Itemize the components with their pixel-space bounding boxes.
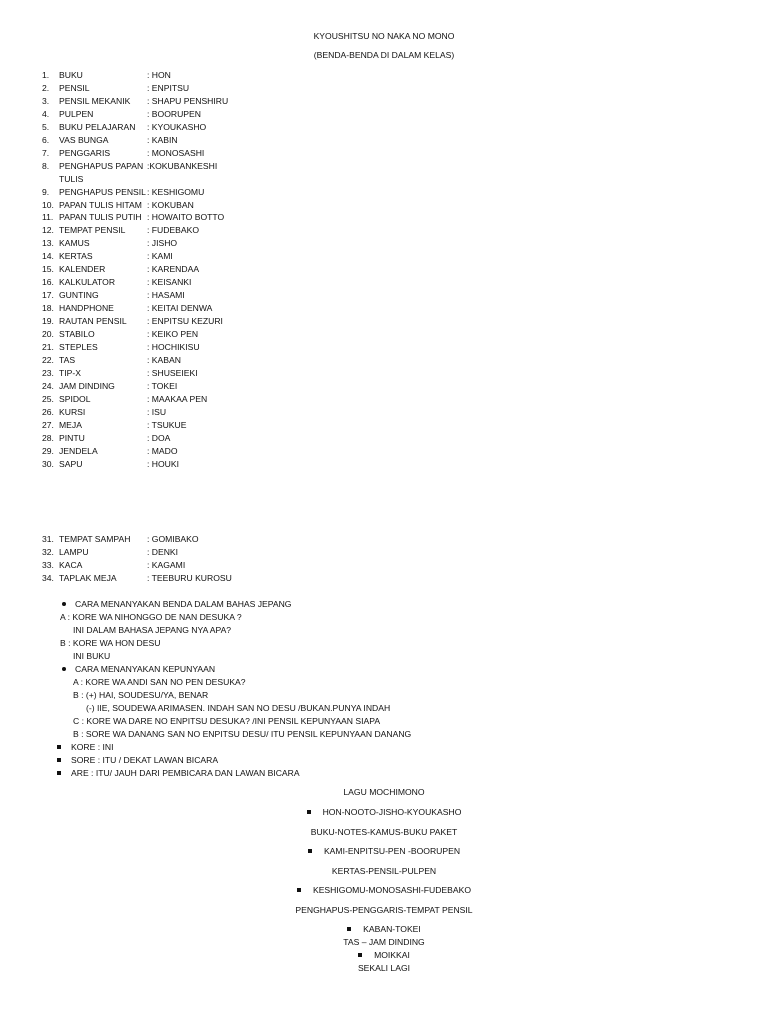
vocab-reading: : GOMIBAKO [147,534,199,544]
vocab-number: 27. [42,419,54,430]
vocab-reading: : JISHO [147,238,178,249]
vocab-word: KURSI [59,406,86,417]
vocab-word: VAS BUNGA [59,134,109,145]
vocab-number: 16. [42,277,54,288]
vocab-number: 24. [42,380,54,391]
demonstrative-item: KORE : INI [71,742,114,752]
vocab-number: 4. [42,108,50,119]
vocab-reading: :KOKUBANKESHI [147,160,218,171]
vocab-reading: : DENKI [147,546,179,557]
song-line-text: KESHIGOMU-MONOSASHI-FUDEBAKO [312,885,472,895]
vocab-word: TULIS [59,173,84,184]
vocab-word: PAPAN TULIS PUTIH [59,212,142,223]
vocab-word: SAPU [59,458,83,469]
vocab-reading: : MONOSASHI [147,147,205,158]
vocab-reading: : KABIN [147,134,178,145]
vocab-reading: : MADO [147,445,178,456]
bullet-square-icon [347,927,351,931]
vocab-number: 14. [42,251,54,262]
bullet-square-icon [307,810,311,814]
vocab-number: 13. [42,238,54,249]
song-line [0,885,768,895]
song-line [0,846,768,856]
dialog-line: A : KORE WA NIHONGGO DE NAN DESUKA ? [60,612,242,622]
vocab-reading: : HOUKI [147,458,179,469]
question-heading-2: CARA MENANYAKAN KEPUNYAAN [75,664,216,674]
vocab-reading: : ENPITSU [147,82,190,93]
vocab-number: 3. [42,95,50,106]
song-line-text: KAMI-ENPITSU-PEN -BOORUPEN [323,846,461,856]
vocab-number: 5. [42,121,50,132]
vocab-number: 10. [42,199,54,210]
vocab-number: 9. [42,186,50,197]
vocab-word: GUNTING [59,290,99,301]
vocab-word: LAMPU [59,546,89,557]
vocab-number: 7. [42,147,50,158]
vocab-reading: : HOCHIKISU [147,341,200,352]
vocab-word: PAPAN TULIS HITAM [59,199,142,210]
vocab-number: 23. [42,367,54,378]
vocab-word: RAUTAN PENSIL [59,316,127,327]
vocab-reading: : SHUSEIEKI [147,367,198,378]
vocab-reading: : MAAKAA PEN [147,393,208,404]
song-line-text: MOIKKAI [374,950,410,960]
dialog-line: B : KORE WA HON DESU [60,638,161,648]
dialog-translation: INI DALAM BAHASA JEPANG NYA APA? [73,625,232,635]
song-translation: KERTAS-PENSIL-PULPEN [331,866,437,876]
vocab-word: BUKU PELAJARAN [59,121,136,132]
page-title: KYOUSHITSU NO NAKA NO MONO [313,31,455,41]
song-translation: BUKU-NOTES-KAMUS-BUKU PAKET [310,827,458,837]
vocab-number: 25. [42,393,54,404]
vocab-word: JENDELA [59,445,98,456]
vocab-word: TAPLAK MEJA [59,572,117,583]
vocab-word: PENGHAPUS PENSIL [59,186,146,197]
vocab-number: 8. [42,160,50,171]
vocab-word: KAMUS [59,238,90,249]
vocab-number: 29. [42,445,54,456]
vocab-word: TEMPAT PENSIL [59,225,126,236]
song-translation: SEKALI LAGI [357,963,411,973]
vocab-reading: : TSUKUE [147,419,187,430]
vocab-number: 22. [42,354,54,365]
vocab-reading: : HASAMI [147,290,185,301]
vocab-word: TIP-X [59,367,81,378]
vocab-reading: : KYOUKASHO [147,121,207,132]
vocab-word: PENSIL [59,82,90,93]
vocab-number: 12. [42,225,54,236]
vocab-reading: : KARENDAA [147,264,200,275]
vocab-number: 32. [42,546,54,557]
vocab-reading: : ISU [147,406,167,417]
dialog-line: A : KORE WA ANDI SAN NO PEN DESUKA? [73,677,246,687]
vocab-number: 20. [42,329,54,339]
vocab-word: PENSIL MEKANIK [59,95,131,106]
vocab-word: KERTAS [59,251,93,262]
vocab-word: PENGGARIS [59,147,111,158]
vocab-reading: : KEITAI DENWA [147,303,213,314]
bullet-square-icon [57,758,61,762]
vocab-number: 19. [42,316,54,327]
song-line [0,950,768,960]
bullet-square-icon [57,771,61,775]
vocab-reading: : ENPITSU KEZURI [147,316,223,327]
song-translation: PENGHAPUS-PENGGARIS-TEMPAT PENSIL [295,905,473,915]
song-line [0,924,768,934]
page-subtitle: (BENDA-BENDA DI DALAM KELAS) [313,50,455,60]
vocab-word: PENGHAPUS PAPAN [59,160,144,171]
vocab-word: PINTU [59,432,85,443]
bullet-square-icon [358,953,362,957]
dialog-line: B : (+) HAI, SOUDESU/YA, BENAR [73,690,209,700]
song-line [0,807,768,817]
vocab-word: HANDPHONE [59,303,114,314]
bullet-dot-icon [62,667,66,671]
vocab-number: 30. [42,458,54,469]
vocab-reading: : KAGAMI [147,559,186,570]
vocab-reading: : BOORUPEN [147,108,201,119]
vocab-number: 6. [42,134,50,145]
question-heading-1: CARA MENANYAKAN BENDA DALAM BAHAS JEPANG [75,599,292,609]
vocab-number: 15. [42,264,54,275]
song-line-text: KABAN-TOKEI [363,924,421,934]
dialog-line: C : KORE WA DARE NO ENPITSU DESUKA? /INI PENSIL KEPUNYAAN SIAPA [73,716,381,726]
vocab-number: 2. [42,82,50,93]
demonstrative-item: SORE : ITU / DEKAT LAWAN BICARA [71,755,219,765]
vocab-reading: : SHAPU PENSHIRU [147,95,229,106]
demonstrative-item: ARE : ITU/ JAUH DARI PEMBICARA DAN LAWAN BICARA [71,768,300,778]
song-translation: TAS – JAM DINDING [343,937,425,947]
bullet-square-icon [297,888,301,892]
vocab-reading: : HOWAITO BOTTO [147,212,225,223]
vocab-number: 31. [42,534,54,544]
vocab-number: 1. [42,70,50,80]
vocab-number: 26. [42,406,54,417]
vocab-word: STABILO [59,329,95,339]
vocab-word: TEMPAT SAMPAH [59,534,131,544]
vocab-word: PULPEN [59,108,94,119]
vocab-reading: : KOKUBAN [147,199,194,210]
vocab-reading: : KESHIGOMU [147,186,205,197]
vocab-reading: : DOA [147,432,171,443]
vocab-reading: : FUDEBAKO [147,225,200,236]
vocab-word: KALENDER [59,264,106,275]
song-title: LAGU MOCHIMONO [343,787,425,797]
bullet-square-icon [308,849,312,853]
vocab-word: JAM DINDING [59,380,115,391]
vocab-word: KACA [59,559,83,570]
vocab-word: MEJA [59,419,82,430]
bullet-dot-icon [62,602,66,606]
vocab-reading: : HON [147,70,171,80]
vocab-number: 33. [42,559,54,570]
vocab-word: KALKULATOR [59,277,116,288]
song-line-text: HON-NOOTO-JISHO-KYOUKASHO [322,807,462,817]
vocab-reading: : KEIKO PEN [147,329,199,339]
vocab-reading: : TEEBURU KUROSU [147,572,232,583]
vocab-number: 17. [42,290,54,301]
vocab-number: 28. [42,432,54,443]
vocab-reading: : TOKEI [147,380,178,391]
vocab-word: SPIDOL [59,393,91,404]
vocab-number: 11. [42,212,54,223]
vocab-reading: : KAMI [147,251,173,262]
dialog-translation: INI BUKU [73,651,111,661]
vocab-number: 21. [42,341,54,352]
vocab-word: STEPLES [59,341,98,352]
dialog-line: (-) IIE, SOUDEWA ARIMASEN. INDAH SAN NO DESU /BUKAN.PUNYA INDAH [86,703,391,713]
vocab-number: 18. [42,303,54,314]
vocab-word: TAS [59,354,76,365]
bullet-square-icon [57,745,61,749]
vocab-word: BUKU [59,70,83,80]
vocab-reading: : KEISANKI [147,277,192,288]
dialog-line: B : SORE WA DANANG SAN NO ENPITSU DESU/ ITU PENSIL KEPUNYAAN DANANG [73,729,412,739]
vocab-reading: : KABAN [147,354,181,365]
vocab-number: 34. [42,572,54,583]
